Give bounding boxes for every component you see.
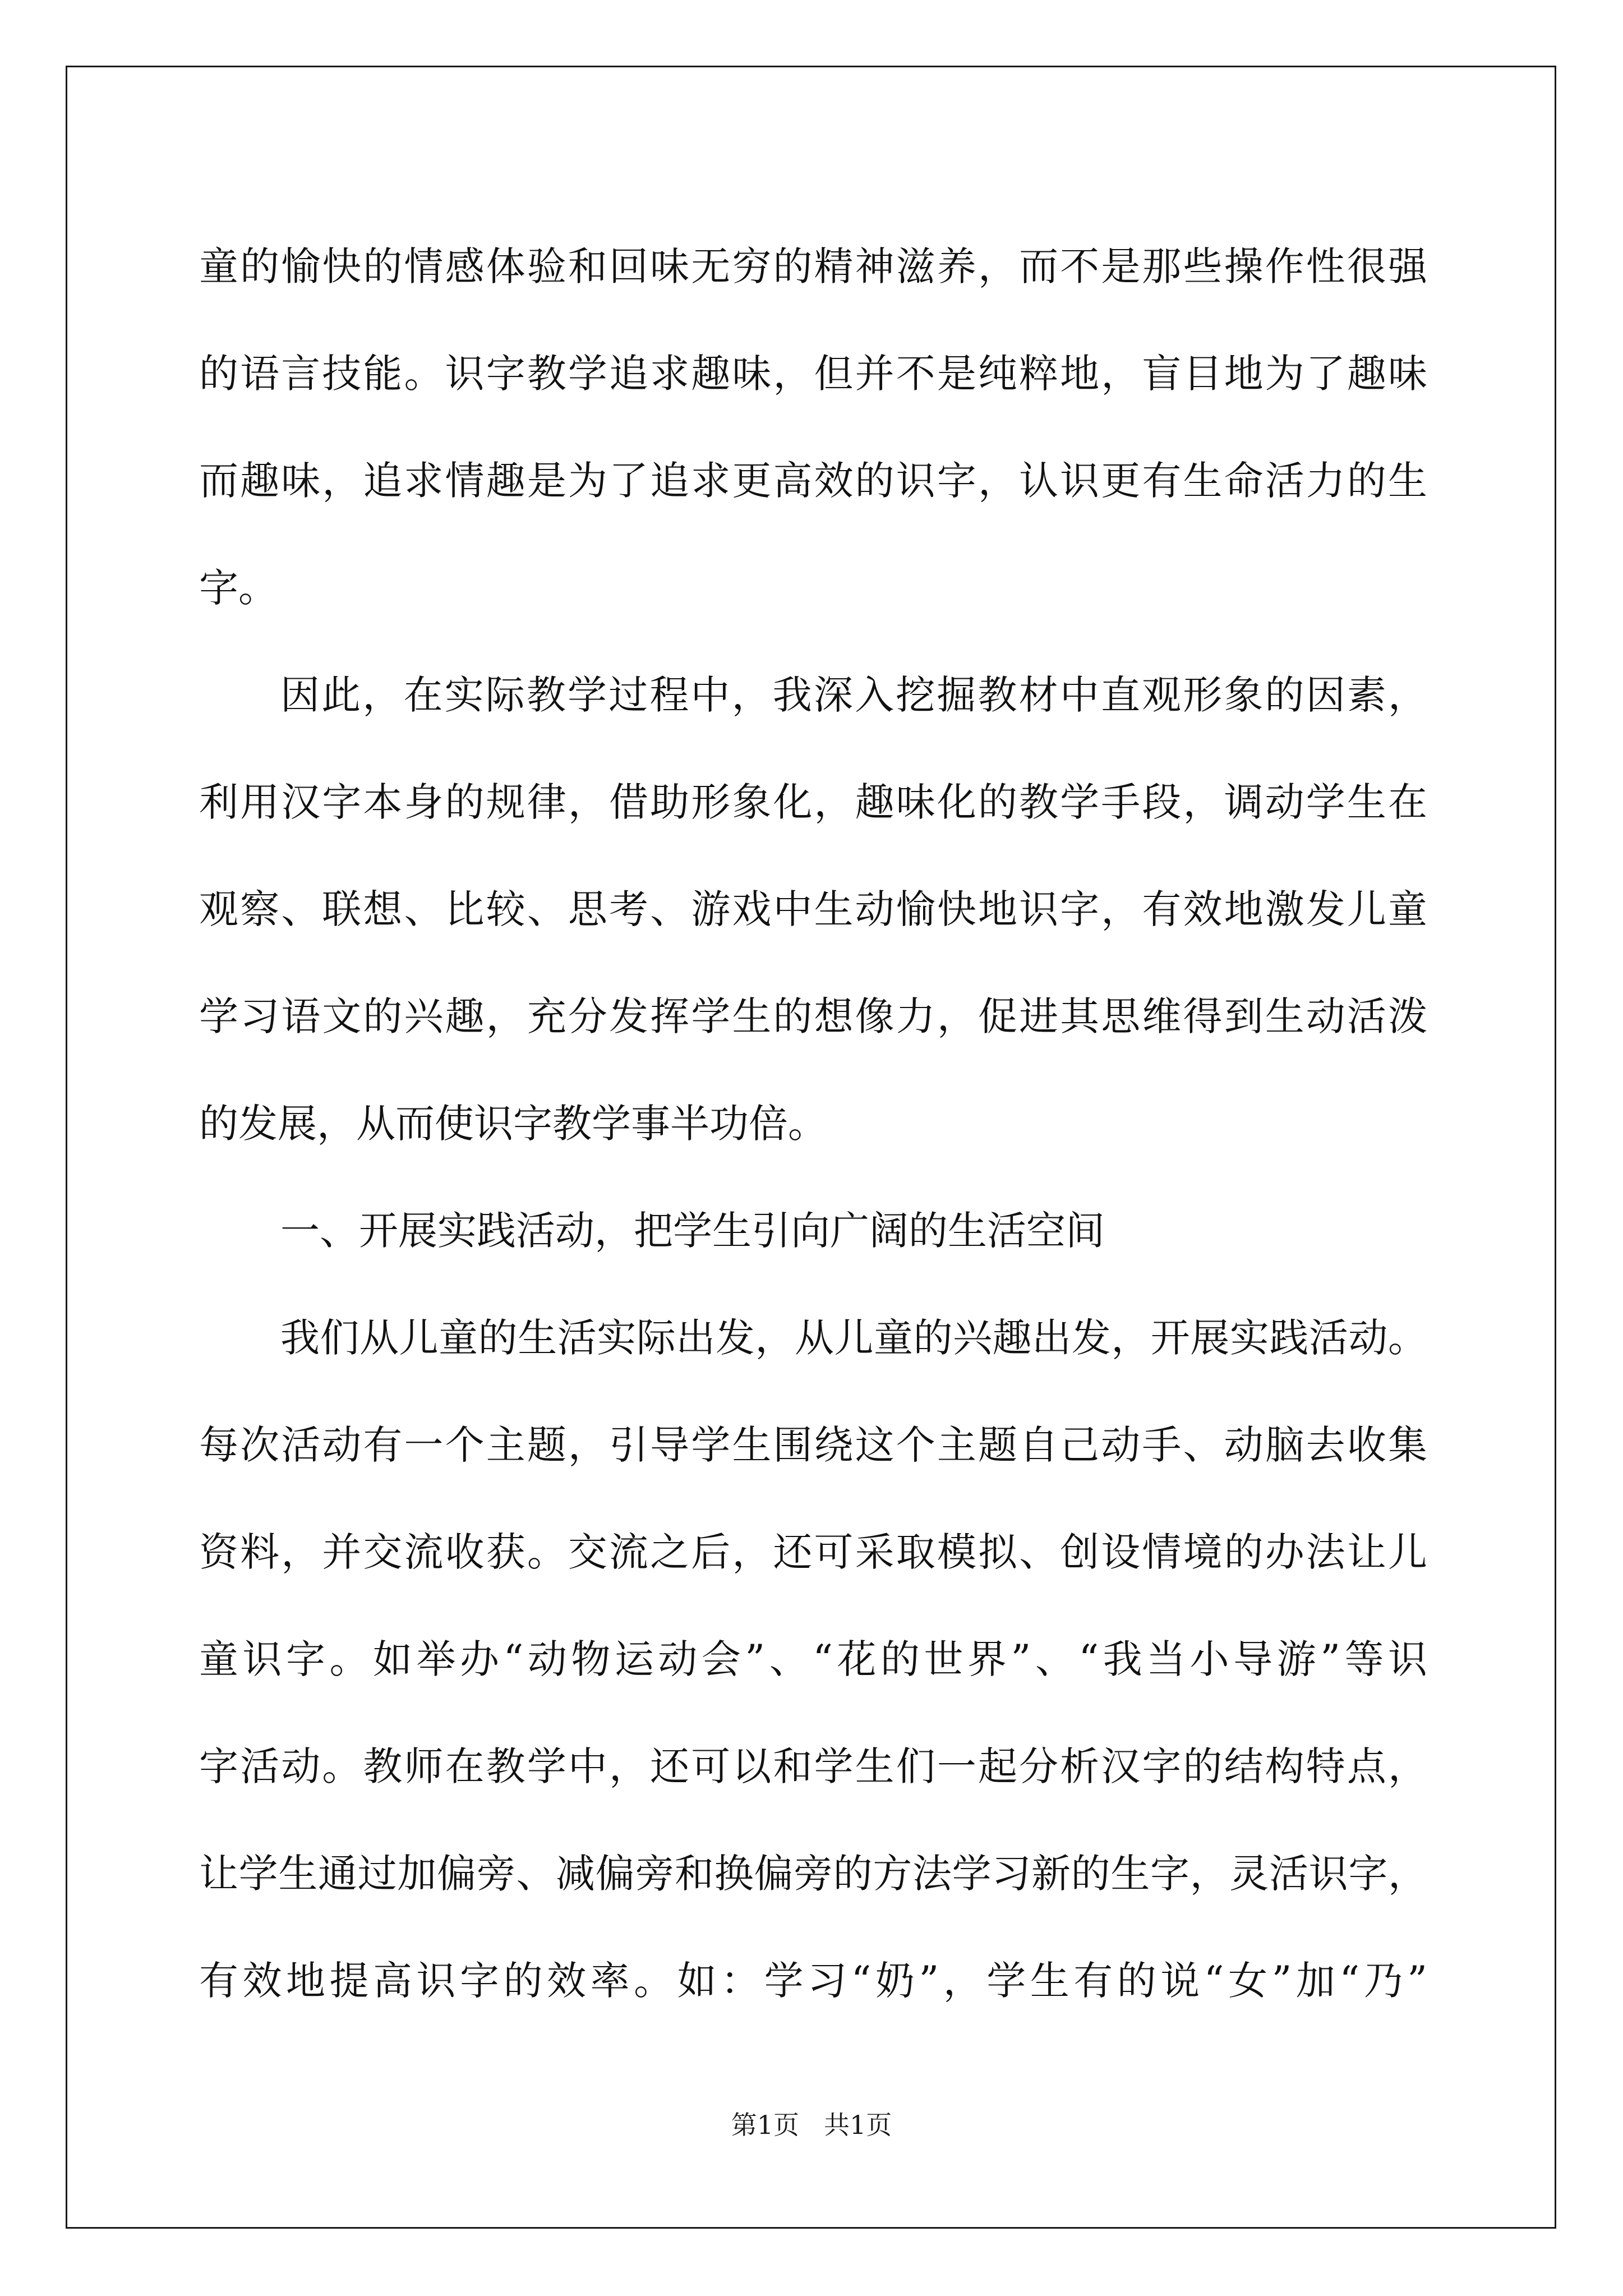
page-number: 第1页 bbox=[731, 2110, 799, 2140]
text-line: 因此，在实际教学过程中，我深入挖掘教材中直观形象的因素， bbox=[280, 672, 1427, 718]
text-line: 资料，并交流收获。交流之后，还可采取模拟、创设情境的办法让儿 bbox=[199, 1529, 1427, 1575]
text-line: 的语言技能。识字教学追求趣味，但并不是纯粹地，盲目地为了趣味 bbox=[199, 351, 1427, 397]
document-body bbox=[199, 213, 1427, 2035]
page-total: 共1页 bbox=[824, 2110, 892, 2140]
text-line: 而趣味，追求情趣是为了追求更高效的识字，认识更有生命活力的生 bbox=[199, 458, 1427, 504]
text-line: 每次活动有一个主题，引导学生围绕这个主题自己动手、动脑去收集 bbox=[199, 1422, 1427, 1468]
text-line: 学习语文的兴趣，充分发挥学生的想像力，促进其思维得到生动活泼 bbox=[199, 993, 1427, 1039]
text-line: 有效地提高识字的效率。如：学习“奶”，学生有的说“女”加“乃” bbox=[199, 1958, 1427, 2004]
text-line: 一、开展实践活动，把学生引向广阔的生活空间 bbox=[280, 1208, 1105, 1254]
text-line: 童识字。如举办“动物运动会”、“花的世界”、“我当小导游”等识 bbox=[199, 1636, 1427, 1682]
text-line: 利用汉字本身的规律，借助形象化，趣味化的教学手段，调动学生在 bbox=[199, 779, 1427, 825]
text-line: 字。 bbox=[199, 565, 278, 611]
text-line: 字活动。教师在教学中，还可以和学生们一起分析汉字的结构特点， bbox=[199, 1743, 1427, 1789]
text-line: 观察、联想、比较、思考、游戏中生动愉快地识字，有效地激发儿童 bbox=[199, 886, 1427, 932]
text-line: 童的愉快的情感体验和回味无穷的精神滋养，而不是那些操作性很强 bbox=[199, 243, 1427, 289]
text-line: 的发展，从而使识字教学事半功倍。 bbox=[199, 1101, 827, 1147]
page-footer bbox=[0, 2105, 1623, 2142]
text-line: 我们从儿童的生活实际出发，从儿童的兴趣出发，开展实践活动。 bbox=[280, 1315, 1427, 1361]
text-line: 让学生通过加偏旁、减偏旁和换偏旁的方法学习新的生字，灵活识字， bbox=[199, 1851, 1427, 1897]
